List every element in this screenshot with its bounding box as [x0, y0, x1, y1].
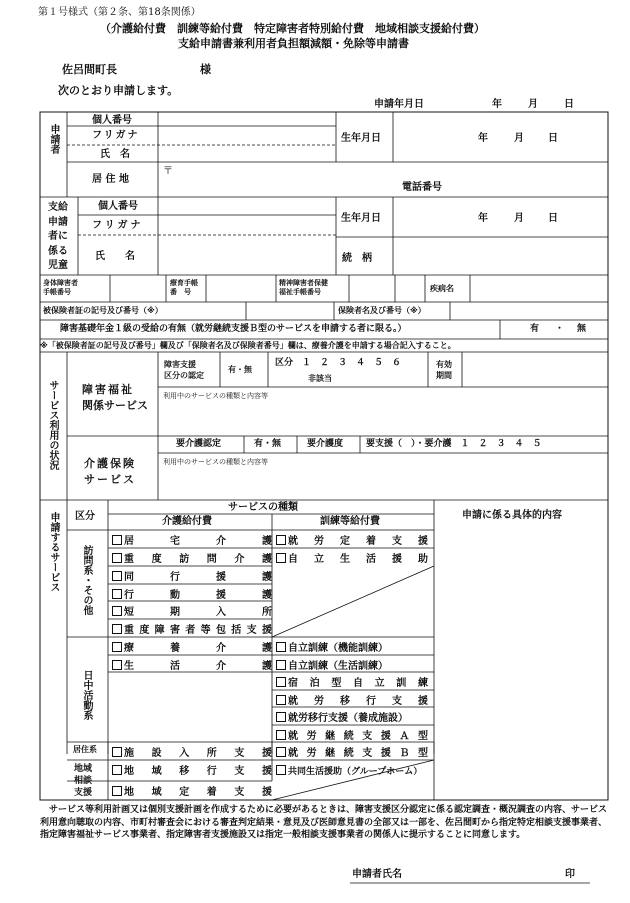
insured-no-label: 被保険者証の記号及び番号（※） — [43, 306, 163, 315]
pension-has: 有 — [530, 324, 540, 334]
svc-heavy-visit-checkbox[interactable] — [112, 553, 272, 565]
svc-settle-checkbox[interactable] — [112, 786, 272, 798]
physical-handbook-label: 身体障害者 手帳番号 — [43, 279, 78, 296]
svc-comprehensive-checkbox[interactable] — [112, 624, 272, 636]
valid-period-label: 有効 期間 — [436, 360, 452, 380]
intro-text: 次のとおり申請します。 — [58, 84, 179, 97]
child-side-label: 支給 申請 者に 係る 児童 — [48, 202, 68, 271]
honorific: 様 — [200, 63, 211, 76]
svc-transition-label: 地 域 移 行 支 援 — [124, 766, 272, 777]
app-month-label: 月 — [528, 99, 538, 110]
child-furigana-label: フリガナ — [92, 220, 144, 231]
applicant-side-label: 申請者 — [48, 124, 59, 154]
insurer-no-label: 保険者名及び番号（※） — [338, 306, 426, 315]
svc-behavior-checkbox[interactable] — [112, 589, 272, 601]
svc-residential-training-checkbox[interactable] — [276, 677, 428, 689]
svc-facility-label: 施 設 入 所 支 援 — [124, 748, 272, 759]
child-name-label: 氏 名 — [95, 251, 135, 262]
svc-continued-b-label: 就 労 継 続 支 援 Ｂ 型 — [288, 748, 428, 759]
svc-independent-life-label: 自 立 生 活 援 助 — [288, 554, 428, 565]
applicant-phone-label: 電話番号 — [402, 182, 442, 193]
svc-independent-life-checkbox[interactable] — [276, 553, 428, 565]
care-support-levels: 要支援（ ）・要介護 １ ２ ３ ４ ５ — [366, 439, 542, 449]
mayor-address: 佐呂間町長 — [62, 63, 117, 76]
disease-label: 疾病名 — [430, 284, 454, 293]
svc-short-stay-label: 短 期 入 所 — [124, 607, 272, 618]
pension-none: 無 — [577, 324, 587, 334]
consent-text: サービス等利用計画又は個別支援計画を作成するために必要があるときは、障害支援区分認定に係る認定調査・概況調査の内容、サービス利用意向聴取の内容、市町村審査会における審査判定結果・意見及び医師意見書の全部又は一部を、佐呂間町から指定特定相談支援事業者、指定障害福祉サービス事業者、指定障害者支援施設又は指定一般相談支援事業者の関係人に提示することに同意します。 — [40, 805, 608, 840]
form-number: 第１号様式（第２条、第18条関係） — [38, 7, 201, 18]
care-in-use-label: 利用中のサービスの種類と内容等 — [163, 458, 268, 466]
app-day-label: 日 — [564, 99, 574, 110]
child-birth-label: 生年月日 — [341, 213, 381, 224]
form-title-line1: （介護給付費 訓練等給付費 特定障害者特別給付費 地域相談支援給付費） — [100, 22, 485, 35]
svc-accompany-checkbox[interactable] — [112, 571, 272, 583]
svc-transition-checkbox[interactable] — [112, 765, 272, 777]
mental-handbook-label: 精神障害者保健 福祉手帳番号 — [279, 279, 328, 296]
child-birth-year: 年 — [478, 213, 488, 224]
svc-life-care-label: 生 活 介 護 — [124, 661, 272, 672]
app-year-label: 年 — [492, 99, 502, 110]
svc-training-life-label: 自立訓練（生活訓練） — [288, 661, 388, 672]
services-side-label: 申請するサービス — [48, 512, 59, 592]
residence-category-label: 居住系 — [73, 745, 97, 754]
svc-short-stay-checkbox[interactable] — [112, 606, 272, 618]
applicant-name-label: 氏 名 — [100, 149, 130, 160]
applicant-address-label: 居 住 地 — [92, 174, 129, 185]
child-birth-day: 日 — [548, 213, 558, 224]
applicant-birth-month: 月 — [514, 133, 524, 144]
svc-transition-support-label: 就 労 移 行 支 援 — [288, 696, 428, 707]
welfare-service-label: 障害福祉 関係サービス — [82, 383, 148, 412]
svc-settle-label: 地 域 定 着 支 援 — [124, 787, 272, 798]
kubun-levels: 区分 １ ２ ３ ４ ５ ６ — [275, 358, 402, 368]
svc-heavy-visit-label: 重 度 訪 問 介 護 — [124, 554, 272, 565]
svc-transition-training-label: 就労移行支援（養成施設） — [288, 713, 408, 724]
training-benefit-header: 訓練等給付費 — [320, 516, 380, 527]
rehab-handbook-label: 療育手帳 番 号 — [170, 279, 198, 296]
care-cert-label: 要介護認定 — [176, 439, 222, 449]
care-service-label: 介護保険 サービス — [84, 457, 136, 486]
svc-comprehensive-label: 重 度 障 害 者 等 包 括 支 援 — [124, 625, 272, 636]
form-title-line2: 支給申請書兼利用者負担額減額・免除等申請書 — [178, 37, 409, 50]
usage-side-label: サービス利用の状況 — [47, 380, 58, 470]
category-header: 区分 — [75, 511, 95, 522]
svc-training-function-checkbox[interactable] — [276, 642, 436, 654]
svc-continued-a-checkbox[interactable] — [276, 730, 428, 742]
applicant-individual-no-label: 個人番号 — [92, 115, 132, 126]
care-level-label: 要介護度 — [307, 439, 344, 449]
svc-continued-a-label: 就 労 継 続 支 援 Ａ 型 — [288, 731, 428, 742]
applicant-birth-label: 生年月日 — [341, 133, 381, 144]
svc-employment-settle-label: 就 労 定 着 支 援 — [288, 536, 428, 547]
svc-transition-training-checkbox[interactable] — [276, 712, 428, 724]
svc-facility-checkbox[interactable] — [112, 747, 272, 759]
child-relation-label: 続 柄 — [342, 253, 372, 264]
svc-behavior-label: 行 動 援 護 — [124, 590, 272, 601]
support-cert-label: 障害支援 区分の認定 — [164, 360, 204, 380]
applicant-furigana-label: フリガナ — [92, 130, 140, 141]
insurance-note: ※「被保険者証の記号及び番号」欄及び「保険者名及び保険者番号」欄は、療養介護を申請する場合記入すること。 — [40, 341, 456, 350]
svc-medical-care-label: 療 養 介 護 — [124, 643, 272, 654]
application-date-label: 申請年月日 — [374, 99, 424, 110]
applicant-birth-year: 年 — [478, 133, 488, 144]
svc-life-care-checkbox[interactable] — [112, 660, 272, 672]
postal-mark: 〒 — [163, 166, 173, 177]
pension-question: 障害基礎年金１級の受給の有無（就労継続支援Ｂ型のサービスを申請する者に限る。） — [60, 324, 407, 334]
svc-home-care-checkbox[interactable] — [112, 535, 272, 547]
svc-home-care-label: 居 宅 介 護 — [124, 536, 272, 547]
svc-residential-training-label: 宿 泊 型 自 立 訓 練 — [288, 678, 428, 689]
svc-employment-settle-checkbox[interactable] — [276, 535, 428, 547]
service-type-header: サービスの種類 — [228, 502, 298, 513]
support-cert-has-none: 有・無 — [228, 365, 252, 374]
pension-dot: ・ — [555, 324, 565, 334]
svc-group-home-label: 共同生活援助（グループホーム） — [288, 767, 423, 777]
child-birth-month: 月 — [514, 213, 524, 224]
detail-header: 申請に係る具体的内容 — [462, 510, 562, 521]
regional-category-label: 地域 相談 支援 — [74, 764, 93, 798]
svc-group-home-checkbox[interactable] — [276, 765, 422, 777]
care-benefit-header: 介護給付費 — [162, 516, 212, 527]
svc-training-function-label: 自立訓練（機能訓練） — [288, 643, 388, 654]
not-applicable: 非該当 — [308, 374, 332, 383]
child-individual-no-label: 個人番号 — [98, 201, 138, 212]
day-category-label: 日中活動系 — [81, 670, 92, 720]
svc-transition-support-checkbox[interactable] — [276, 695, 428, 707]
svc-training-life-checkbox[interactable] — [276, 660, 436, 672]
welfare-in-use-label: 利用中のサービスの種類と内容等 — [163, 392, 268, 400]
visit-category-label: 訪問系・その他 — [81, 545, 92, 615]
svc-medical-care-checkbox[interactable] — [112, 642, 272, 654]
signature-label: 申請者氏名 — [352, 869, 402, 880]
applicant-birth-day: 日 — [548, 133, 558, 144]
svc-accompany-label: 同 行 援 護 — [124, 572, 272, 583]
care-cert-has-none: 有・無 — [254, 439, 282, 449]
svc-continued-b-checkbox[interactable] — [276, 747, 428, 759]
seal-mark: 印 — [565, 869, 575, 880]
